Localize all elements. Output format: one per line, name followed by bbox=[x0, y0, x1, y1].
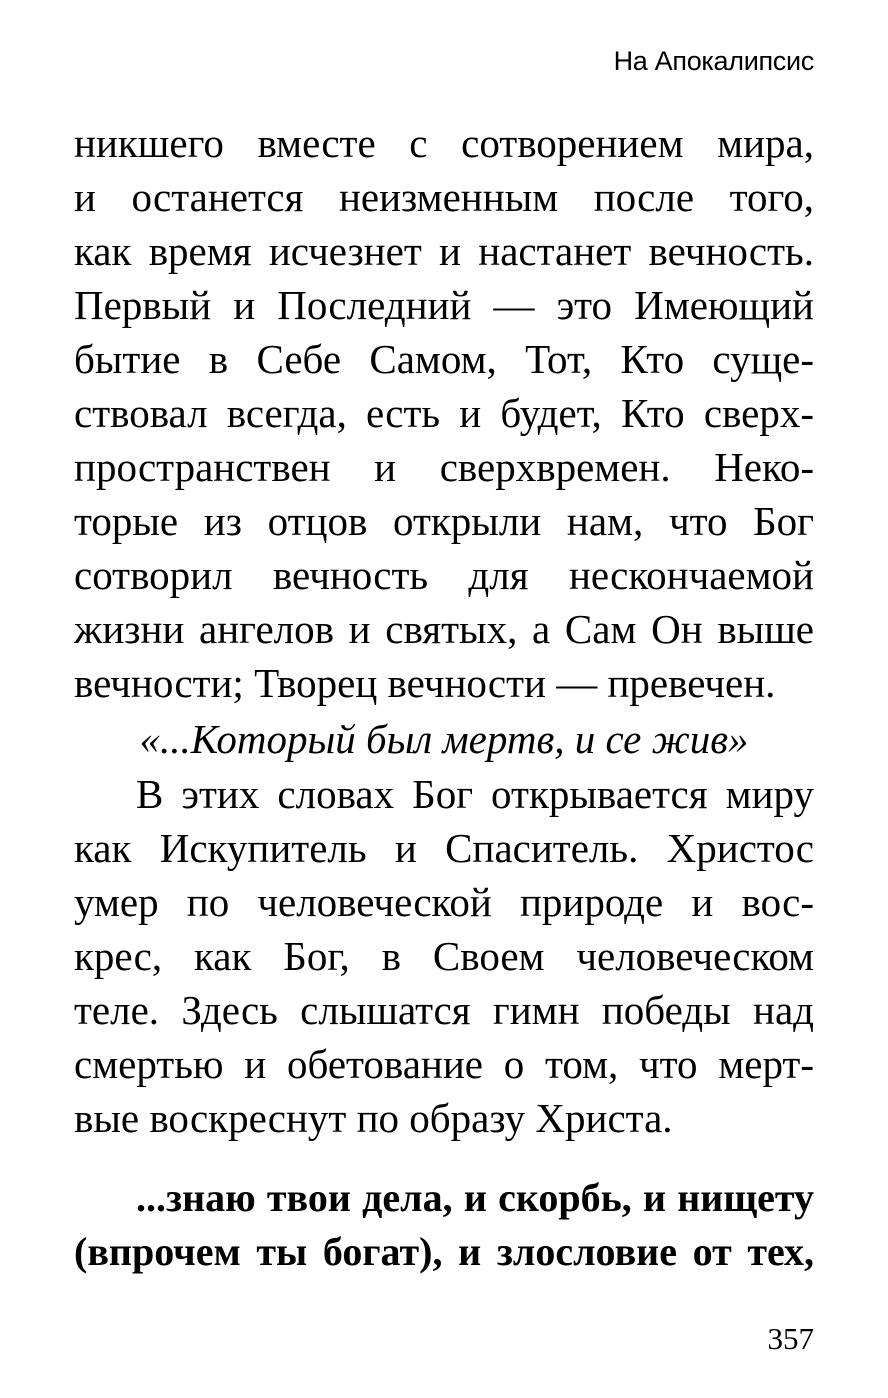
text-line: ствовал всегда, есть и будет, Кто сверх- bbox=[74, 390, 814, 436]
text-line: как Искупитель и Спаситель. Христос bbox=[74, 825, 814, 871]
section-subheading: «...Который был мертв, и се жив» bbox=[139, 716, 749, 762]
text-line: пространствен и сверхвремен. Неко- bbox=[74, 444, 814, 490]
page-number: 357 bbox=[767, 1321, 814, 1356]
text-line: жизни ангелов и святых, а Сам Он выше bbox=[74, 606, 814, 652]
text-line: вечности; Творец вечности — превечен. bbox=[74, 660, 776, 706]
text-line: сотворил вечность для нескончаемой bbox=[74, 552, 814, 598]
text-line: никшего вместе с сотворением мира, bbox=[74, 120, 814, 166]
running-header: На Апокалипсис bbox=[613, 46, 814, 76]
quote-line: ...знаю твои дела, и скорбь, и нищету bbox=[136, 1175, 814, 1220]
text-line: крес, как Бог, в Своем человеческом bbox=[74, 933, 814, 979]
text-line: бытие в Себе Самом, Тот, Кто суще- bbox=[74, 336, 814, 382]
quote-line: (впрочем ты богат), и злословие от тех, bbox=[74, 1229, 814, 1274]
text-line: теле. Здесь слышатся гимн победы над bbox=[74, 987, 814, 1033]
text-line: смертью и обетование о том, что мерт- bbox=[74, 1041, 814, 1087]
text-line: торые из отцов открыли нам, что Бог bbox=[74, 498, 814, 544]
text-line: как время исчезнет и настанет вечность. bbox=[74, 228, 814, 274]
text-line: умер по человеческой природе и вос- bbox=[74, 879, 814, 925]
text-line: В этих словах Бог открывается миру bbox=[136, 771, 814, 817]
text-line: Первый и Последний — это Имеющий bbox=[74, 282, 814, 328]
text-line: вые воскреснут по образу Христа. bbox=[74, 1095, 673, 1141]
text-line: и останется неизменным после того, bbox=[74, 174, 814, 220]
